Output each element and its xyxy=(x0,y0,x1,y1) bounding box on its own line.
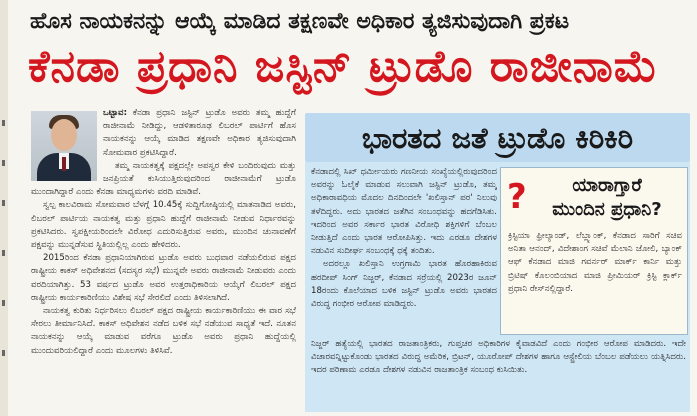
left-article-column xyxy=(31,107,296,411)
article-paragraph: ಸ್ವಲ್ಪ ಕಾಲವಿರಾಮ ಸೋಮವಾರ ಬೆಳಗ್ಗೆ 10.45ಕ್ಕೆ ಸುದ್ದಿಗೋಷ್ಠಿಯಲ್ಲಿ ಮಾತನಾಡಿದ ಅವರು, ಲಿಬರಲ್ ಪಾರ್ಟಿಯ ನಾಯಕತ್ವ ಮತ್ತು ಪ್ರಧಾನಿ ಹುದ್ದೆಗೆ ರಾಜೀನಾಮೆ ನೀಡುವ ನಿರ್ಧಾರವನ್ನು ಪ್ರಕಟಿಸಿದರು. ಸ್ವಪಕ್ಷೀಯರಿಂದಲೇ ವಿರೋಧ ಎದುರಿಸುತ್ತಿರುವ ಅವರು, ಮುಂದಿನ ಚುನಾವಣೆಗೆ ಪಕ್ಷವನ್ನು ಮುನ್ನಡೆಸುವ ಸ್ಥಿತಿಯಲ್ಲಿಲ್ಲ ಎಂದು ಹೇಳಿದರು. xyxy=(31,200,296,251)
question-mark-icon: ? xyxy=(507,177,527,217)
page-edge-strip xyxy=(0,0,8,416)
next-pm-sidebox xyxy=(500,167,688,335)
india-story-banner xyxy=(305,113,690,162)
next-pm-text: ಕ್ರಿಸ್ಟಿಯಾ ಫ್ರೀಲ್ಯಾಂಡ್, ಲೆಬ್ಲ್ಯಾಂಕ್, ಕೆನಡಾದ ಸಾರಿಗೆ ಸಚಿವ ಅನಿತಾ ಆನಂದ್, ವಿದೇಶಾಂಗ ಸಚಿವೆ ಮೆಲಾನಿ ಜೋಲಿ, ಬ್ಯಾಂಕ್ ಆಫ್ ಕೆನಡಾದ ಮಾಜಿ ಗವರ್ನರ್ ಮಾರ್ಕ್ ಕಾರ್ನಿ ಮತ್ತು ಬ್ರಿಟಿಷ್ ಕೊಲಂಬಿಯಾದ ಮಾಜಿ ಪ್ರೀಮಿಯರ್ ಕ್ರಿಸ್ಟಿ ಕ್ಲಾರ್ಕ್ ಪ್ರಧಾನಿ ರೇಸ್‌ನಲ್ಲಿದ್ದಾರೆ. xyxy=(508,231,682,294)
article-paragraph: ತಮ್ಮ ನಾಯಕತ್ವಕ್ಕೆ ಪಕ್ಷದಲ್ಲೇ ಅಪಸ್ವರ ಕೇಳಿ ಬಂದಿರುವುದು ಮತ್ತು ಜನಪ್ರಿಯತೆ ಕುಸಿಯುತ್ತಿರುವುದರಿಂದ ರಾಜೀನಾಮೆಗೆ ಟ್ರುಡೊ ಮುಂದಾಗಿದ್ದಾರೆ ಎಂದು ಕೆನಡಾ ಮಾಧ್ಯಮಗಳು ವರದಿ ಮಾಡಿವೆ. xyxy=(31,160,296,198)
headline-kicker: ಹೊಸ ನಾಯಕನನ್ನು ಆಯ್ಕೆ ಮಾಡಿದ ತಕ್ಷಣವೇ ಅಧಿಕಾರ ತ್ಯಜಿಸುವುದಾಗಿ ಪ್ರಕಟ xyxy=(30,9,570,34)
india-paragraph: ಕೆನಡಾದಲ್ಲಿ ಸಿಖ್ ಧರ್ಮೀಯರು ಗಣನೀಯ ಸಂಖ್ಯೆಯಲ್ಲಿರುವುದರಿಂದ ಅವರನ್ನು ಓಲೈಕೆ ಮಾಡುವ ಸಲುವಾಗಿ ಜಸ್ಟಿನ್ ಟ್ರುಡೊ, ತಮ್ಮ ಅಧಿಕಾರಾವಧಿಯ ಮೊದಲ ದಿನದಿಂದಲೇ 'ಖಲಿಸ್ತಾನ್ ಪರ' ನಿಲುವು ತಳೆದಿದ್ದರು. ಅದು ಭಾರತದ ಜತೆಗಿನ ಸಂಬಂಧವನ್ನು ಹದಗೆಡಿಸಿತು. ಇದರಿಂದ ಅವರ ಸರ್ಕಾರ ಭಾರತ ವಿರೋಧಿ ಶಕ್ತಿಗಳಿಗೆ ಬೆಂಬಲ ನೀಡುತ್ತಿದೆ ಎಂದು ಭಾರತ ಆರೋಪಿಸಿತ್ತು. ಇದು ಎರಡೂ ದೇಶಗಳ ನಡುವಿನ ಸುದೀರ್ಘ ಸಂಬಂಧಕ್ಕೆ ಧಕ್ಕೆ ತಂದಿತು. xyxy=(311,167,497,257)
next-pm-title: ಯಾರಾಗ್ತಾರೆ ಮುಂದಿನ ಪ್ರಧಾನಿ? xyxy=(552,175,662,220)
india-story-title: ಭಾರತದ ಜತೆ ಟ್ರುಡೊ ಕಿರಿಕಿರಿ xyxy=(361,121,634,155)
india-story-bottom xyxy=(311,338,686,408)
india-paragraph: ನಿಜ್ಜರ್ ಹತ್ಯೆಯಲ್ಲಿ ಭಾರತದ ರಾಜತಾಂತ್ರಿಕರು, ಗುಪ್ತಚರ ಅಧಿಕಾರಿಗಳ ಕೈವಾಡವಿದೆ ಎಂದು ಗಂಭೀರ ಆರೋಪ ಮಾಡಿದರು. ಇದೇ ವಿಚಾರವನ್ನಿಟ್ಟುಕೊಂಡು ಭಾರತದ ವಿರುದ್ಧ ಅಮೆರಿಕ, ಬ್ರಿಟನ್, ಯೂರೋಪ್ ದೇಶಗಳ ಹಾಗೂ ಆಸ್ಟ್ರೇಲಿಯ ಬೆಂಬಲ ಪಡೆಯಲು ಯತ್ನಿಸಿದರು. ಇದರ ಪರಿಣಾಮ ಎರಡೂ ದೇಶಗಳ ನಡುವಿನ ರಾಜತಾಂತ್ರಿಕ ಸಂಬಂಧ ಕುಸಿಯಿತು. xyxy=(311,339,686,376)
article-paragraph: 2015ರಿಂದ ಕೆನಡಾ ಪ್ರಧಾನಿಯಾಗಿರುವ ಟ್ರುಡೊ ಅವರು ಬುಧವಾರ ನಡೆಯಲಿರುವ ಪಕ್ಷದ ರಾಷ್ಟ್ರೀಯ ಕಾಕಸ್ ಅಧಿವೇಶನದ (ಸದಸ್ಯರ ಸಭೆ) ಮುನ್ನವೇ ಅವರು ರಾಜೀನಾಮೆ ನೀಡುವರು ಎಂದು ವರದಿಯಾಗಿತ್ತು. 53 ವರ್ಷದ ಟ್ರುಡೊ ಅವರ ಉತ್ತರಾಧಿಕಾರಿಯ ಆಯ್ಕೆಗೆ ಲಿಬರಲ್ ಪಕ್ಷದ ರಾಷ್ಟ್ರೀಯ ಕಾರ್ಯಕಾರಿಣಿಯು ವಿಶೇಷ ಸಭೆ ಸೇರಲಿದೆ ಎಂದು ತಿಳಿಸಲಾಗಿದೆ. xyxy=(31,253,296,303)
dateline: ಒಟ್ಟಾವ: xyxy=(103,108,128,118)
article-paragraph: ಒಟ್ಟಾವ: ಕೆನಡಾ ಪ್ರಧಾನಿ ಜಸ್ಟಿನ್ ಟ್ರುಡೊ ಅವರು ತಮ್ಮ ಹುದ್ದೆಗೆ ರಾಜೀನಾಮೆ ನೀಡಿದ್ದು, ಆಡಳಿತಾರೂಢ ಲಿಬರಲ್ ಪಾರ್ಟಿಗೆ ಹೊಸ ನಾಯಕನನ್ನು ಆಯ್ಕೆ ಮಾಡಿದ ತಕ್ಷಣವೇ ಅಧಿಕಾರ ತ್ಯಜಿಸುವುದಾಗಿ ಸೋಮವಾರ ಪ್ರಕಟಿಸಿದ್ದಾರೆ. xyxy=(103,108,296,158)
india-story-column xyxy=(311,166,497,336)
article-paragraph: ನಾಯಕತ್ವ ಕುರಿತು ನಿರ್ಧರಿಸಲು ಲಿಬರಲ್ ಪಕ್ಷದ ರಾಷ್ಟ್ರೀಯ ಕಾರ್ಯಕಾರಿಣಿಯು ಈ ವಾರ ಸಭೆ ಸೇರಲು ತೀರ್ಮಾನಿಸಿದೆ. ಕಾಕಸ್ ಅಧಿವೇಶನ ನಡೆದ ಬಳಿಕ ಸಭೆ ನಡೆಯುವ ಸಾಧ್ಯತೆ ಇದೆ. ನೂತನ ನಾಯಕನನ್ನು ಆಯ್ಕೆ ಮಾಡುವ ವರೆಗೂ ಟ್ರುಡೊ ಅವರು ಪ್ರಧಾನಿ ಹುದ್ದೆಯಲ್ಲಿ ಮುಂದುವರಿಯಲಿದ್ದಾರೆ ಎಂದು ಮೂಲಗಳು ತಿಳಿಸಿವೆ. xyxy=(31,306,296,356)
india-paragraph: ಅದರಲ್ಲೂ ಖಲಿಸ್ತಾನಿ ಉಗ್ರಗಾಮಿ ಭಾರತ ಹೊರಹಾಕಿರುವ ಹರದೀಪ್ ಸಿಂಗ್ ನಿಜ್ಜರ್, ಕೆನಡಾದ ಸರ್ರೆಯಲ್ಲಿ 2023ರ ಜೂನ್ 18ರಂದು ಕೊಲೆಯಾದ ಬಳಿಕ ಜಸ್ಟಿನ್ ಟ್ರುಡೊ ಅವರು ಭಾರತದ ವಿರುದ್ಧ ಗಂಭೀರ ಆರೋಪ ಮಾಡಿದ್ದರು. xyxy=(311,259,497,310)
trudeau-photo xyxy=(31,111,97,181)
main-headline: ಕೆನಡಾ ಪ್ರಧಾನಿ ಜಸ್ಟಿನ್ ಟ್ರುಡೊ ರಾಜೀನಾಮೆ xyxy=(28,41,659,92)
